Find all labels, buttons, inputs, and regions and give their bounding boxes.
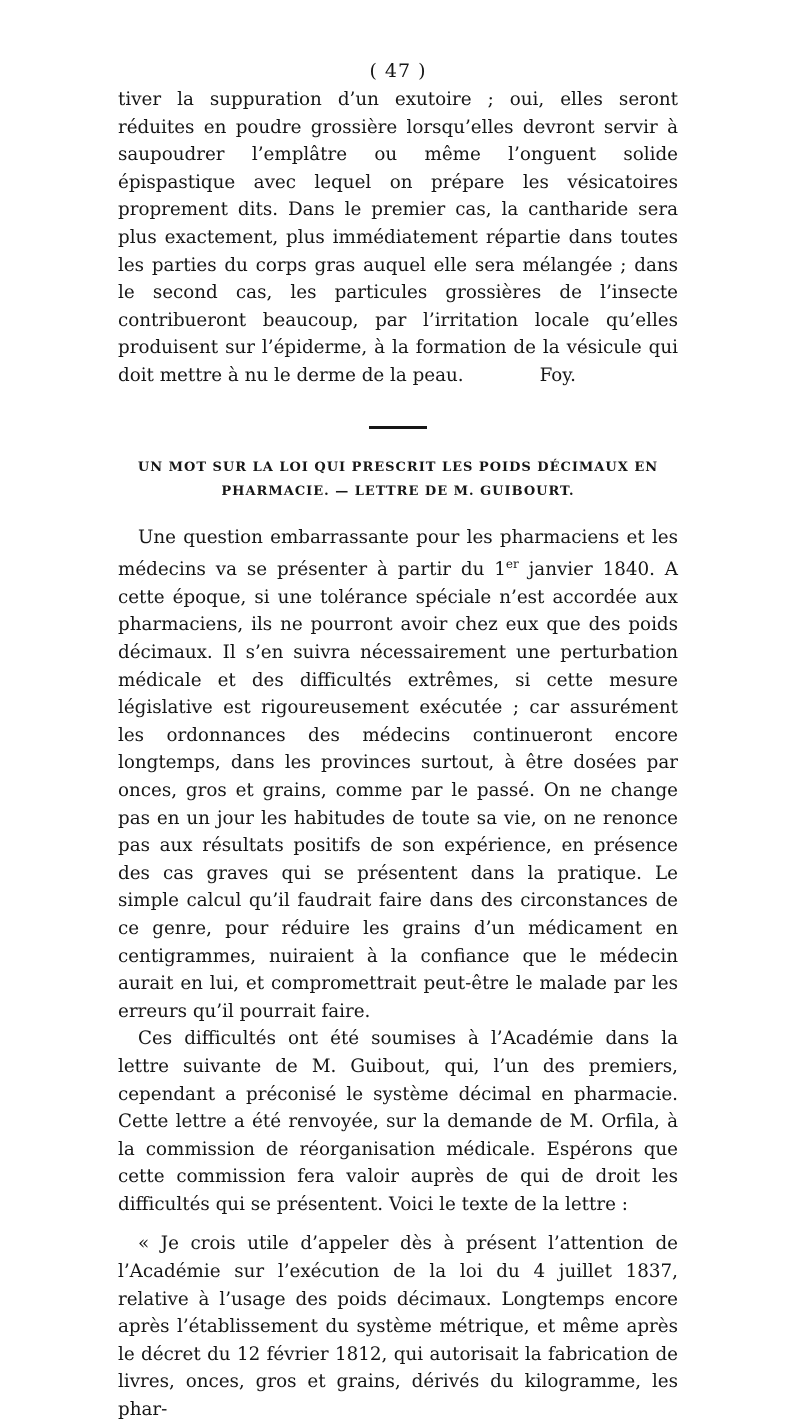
paragraph-1 <box>118 524 678 1026</box>
signature: Foy. <box>539 364 576 386</box>
paragraph-1-superscript: er <box>505 557 519 572</box>
section-divider <box>369 426 427 429</box>
page-body <box>118 60 678 1424</box>
paragraph-top: tiver la suppuration d’un exutoire ; oui, elles seront réduites en poudre grossière lorsqu’elles devront servir à saupoudrer l’emplâtre ou même l’onguent solide épispastique avec lequel on prépare les vésicatoires proprement dits. Dans le premier cas, la cantharide sera plus exactement, plus immédiatement répartie dans toutes les parties du corps gras auquel elle sera mélangée ; dans le second cas, les particules grossières de l’insecte contribueront beaucoup, par l’irritation locale qu’elles produisent sur l’épiderme, à la formation de la vésicule qui doit mettre à nu le derme de la peau. <box>118 89 678 386</box>
paragraph-2: Ces difficultés ont été soumises à l’Académie dans la lettre suivante de M. Guibout, qui, l’un des premiers, cependant a préconisé le système décimal en pharmacie. Cette lettre a été renvoyée, sur la demande de M. Orfila, à la commission de réorganisation médicale. Espérons que cette commission fera valoir auprès de qui de droit les difficultés qui se présentent. Voici le texte de la lettre : <box>118 1028 678 1215</box>
paragraph-1-text-a: Une question embarrassante pour les pharmaciens et les médecins va se présenter à partir du 1 <box>118 526 678 581</box>
paragraph-3: « Je crois utile d’appeler dès à présent l’attention de l’Académie sur l’exécution de la loi du 4 juillet 1837, relative à l’usage des poids décimaux. Longtemps encore après l’établissement du système métrique, et même après le décret du 12 février 1812, qui autorisait la fabrication de livres, onces, gros et grains, dérivés du kilogramme, les phar- <box>118 1233 678 1421</box>
article-title-line-1: UN MOT SUR LA LOI QUI PRESCRIT LES POIDS DÉCIMAUX EN <box>137 459 659 475</box>
article-title-line-2: PHARMACIE. — LETTRE DE M. GUIBOURT. <box>221 483 575 499</box>
page-number: ( 47 ) <box>369 60 427 82</box>
paragraph-1-text-b: janvier 1840. A cette époque, si une tolérance spéciale n’est accordée aux pharmaciens, ils ne pourront avoir chez eux que des poids décimaux. Il s’en suivra nécessairement une perturbation médicale et des difficultés extrêmes, si cette mesure législative est rigoureusement exécutée ; car assurément les ordonnances des médecins continueront encore longtemps, dans les provinces surtout, à être dosées par onces, gros et grains, comme par le passé. On ne change pas en un jour les habitudes de toute sa vie, on ne renonce pas aux résultats positifs de son expérience, en présence des cas graves qui se présentent dans la pratique. Le simple calcul qu’il faudrait faire dans des circonstances de ce genre, pour réduire les grains d’un médicament en centigrammes, nuiraient à la confiance que le médecin aurait en lui, et compromettrait peut-être le malade par les erreurs qu’il pourrait faire. <box>118 559 678 1022</box>
article-title <box>118 456 678 504</box>
